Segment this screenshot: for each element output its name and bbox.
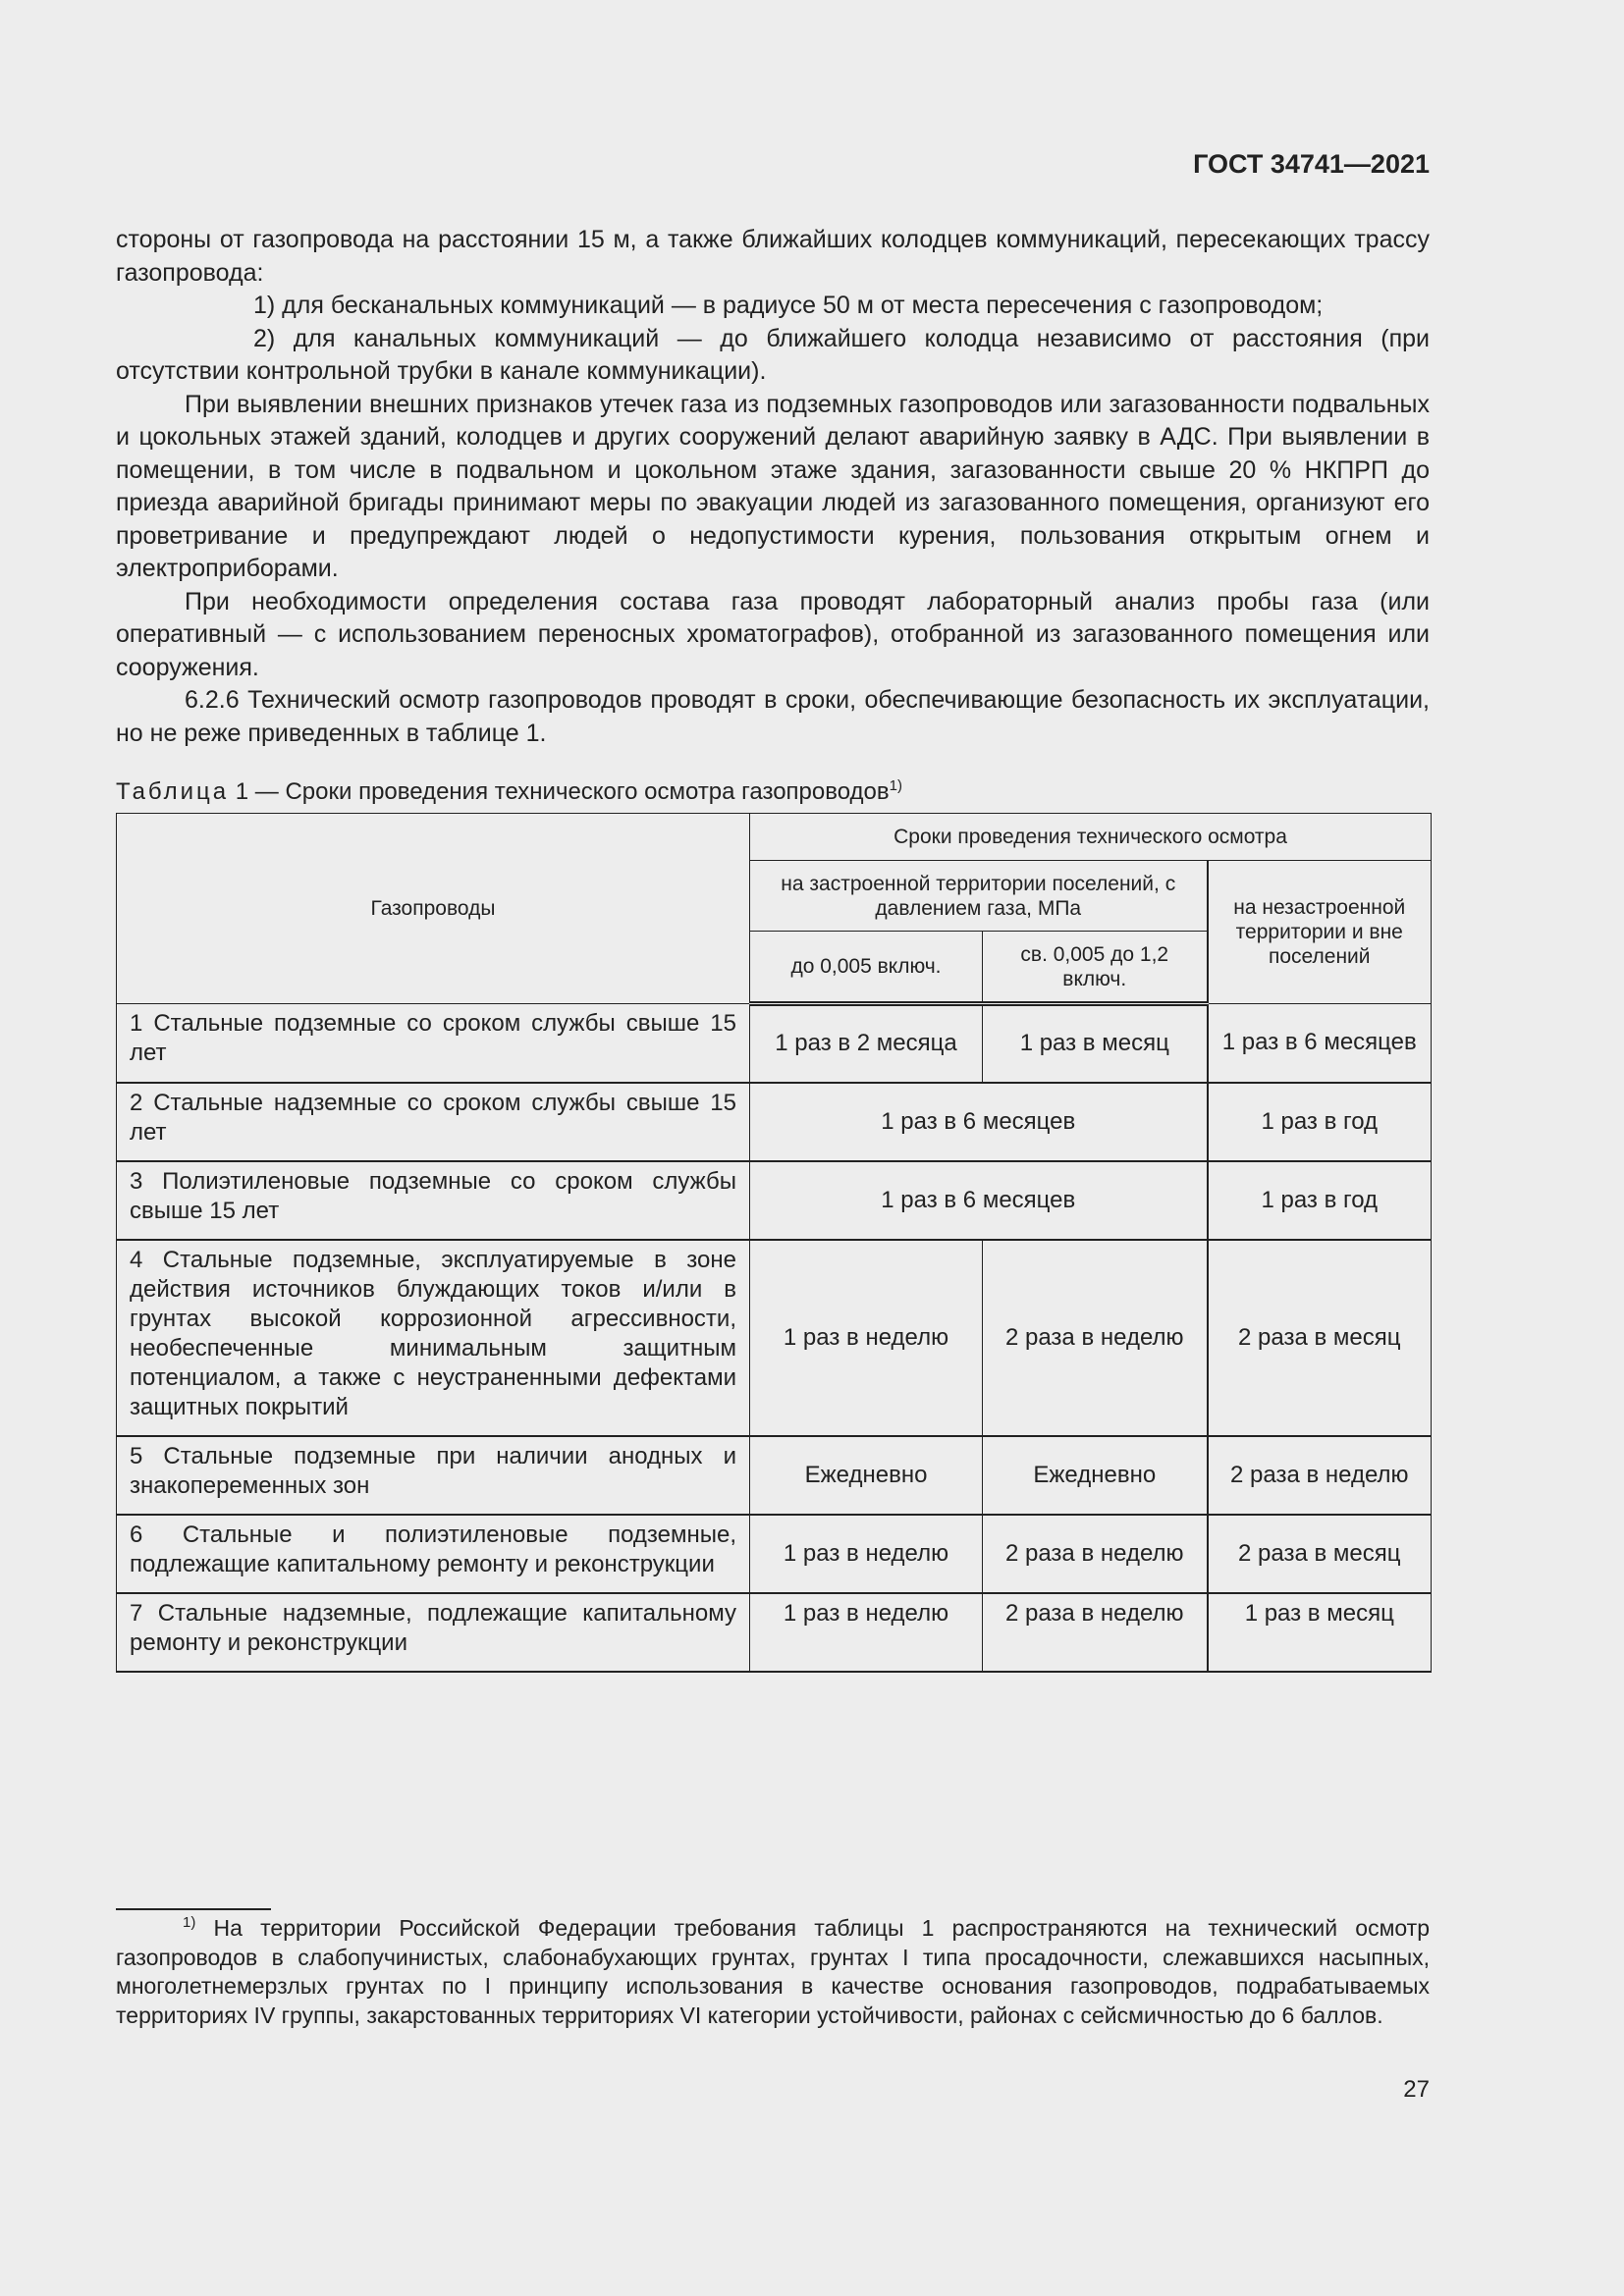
table-row: [117, 1240, 1432, 1436]
header-pipelines: Газопроводы: [117, 814, 750, 1004]
cell-value: 1 раз в 2 месяца: [750, 1004, 983, 1083]
row-name: 3 Полиэтиленовые подземные со сроком службы свыше 15 лет: [117, 1161, 750, 1240]
cell-value: 2 раза в неделю: [1208, 1436, 1432, 1515]
table-row: [117, 1593, 1432, 1672]
row-name: 6 Стальные и полиэтиленовые подземные, подлежащие капитальному ремонту и реконструкции: [117, 1515, 750, 1593]
list-item: 1) для бесканальных коммуникаций — в радиусе 50 м от места пересечения с газопроводом;: [253, 292, 1324, 319]
cell-value: 1 раз в 6 месяцев: [750, 1161, 1208, 1240]
footnote-divider: [116, 1908, 271, 1910]
list-item: 2) для канальных коммуникаций — до ближайшего колодца независимо от расстояния (при отсутствии контрольной трубки в канале коммуникации).: [116, 324, 1430, 385]
cell-value: 1 раз в неделю: [750, 1593, 983, 1672]
document-code: ГОСТ 34741—2021: [1193, 149, 1430, 179]
cell-value: 2 раза в месяц: [1208, 1515, 1432, 1593]
row-name: 2 Стальные надземные со сроком службы свыше 15 лет: [117, 1083, 750, 1161]
row-name: 7 Стальные надземные, подлежащие капитальному ремонту и реконструкции: [117, 1593, 750, 1672]
table-row: [117, 1515, 1432, 1593]
cell-value: 1 раз в год: [1208, 1083, 1432, 1161]
row-name: 1 Стальные подземные со сроком службы свыше 15 лет: [117, 1004, 750, 1083]
page-number: 27: [1403, 2076, 1430, 2103]
cell-value: 1 раз в 6 месяцев: [750, 1083, 1208, 1161]
paragraph: стороны от газопровода на расстоянии 15 м, а также ближайших колодцев коммуникаций, пересекающих трассу газопровода:: [116, 226, 1430, 287]
footnote-text: На территории Российской Федерации требования таблицы 1 распространяются на технический осмотр газопроводов в слабопучинистых, слабонабухающих грунтах, грунтах I типа просадочности, слежавшихся насыпных, многолетнемерзлых грунтах по I принципу использования в качестве основания газопроводов, подрабатываемых территориях IV группы, закарстованных территориях VI категории устойчивости, районах с сейсмичностью до 6 баллов.: [116, 1915, 1430, 2028]
paragraph: 6.2.6 Технический осмотр газопроводов проводят в сроки, обеспечивающие безопасность их эксплуатации, но не реже приведенных в таблице 1.: [116, 686, 1430, 747]
table-row: [117, 1083, 1432, 1161]
cell-value: 1 раз в месяц: [983, 1004, 1208, 1083]
row-name: 5 Стальные подземные при наличии анодных и знакопеременных зон: [117, 1436, 750, 1515]
cell-value: 1 раз в неделю: [750, 1515, 983, 1593]
header-pressure-low: до 0,005 включ.: [750, 932, 983, 1004]
table-caption-footnote-ref: 1): [889, 777, 902, 794]
table-caption-label: Таблица: [116, 778, 230, 805]
cell-value: 2 раза в месяц: [1208, 1240, 1432, 1436]
cell-value: Ежедневно: [983, 1436, 1208, 1515]
cell-value: 1 раз в месяц: [1208, 1593, 1432, 1672]
body-text: [116, 224, 1430, 809]
header-inspection-terms: Сроки проведения технического осмотра: [750, 814, 1432, 861]
table-row: [117, 1004, 1432, 1083]
table-row: [117, 1161, 1432, 1240]
cell-value: 2 раза в неделю: [983, 1515, 1208, 1593]
cell-value: 1 раз в 6 месяцев: [1208, 1004, 1432, 1083]
cell-value: Ежедневно: [750, 1436, 983, 1515]
cell-value: 1 раз в год: [1208, 1161, 1432, 1240]
table-row: [117, 1436, 1432, 1515]
cell-value: 1 раз в неделю: [750, 1240, 983, 1436]
footnote-marker: 1): [183, 1914, 196, 1931]
header-undeveloped-territory: на незастроенной территории и вне поселений: [1208, 861, 1432, 1004]
paragraph: При выявлении внешних признаков утечек газа из подземных газопроводов или загазованности подвальных и цокольных этажей зданий, колодцев и других сооружений делают аварийную заявку в АДС. При выявлении в помещении, в том числе в подвальном и цокольном этаже здания, загазованности свыше 20 % НКПРП до приезда аварийной бригады принимают меры по эвакуации людей из загазованного помещения, организуют его проветривание и предупреждают людей о недопустимости курения, пользования открытым огнем и электроприборами.: [116, 390, 1430, 582]
row-name: 4 Стальные подземные, эксплуатируемые в зоне действия источников блуждающих токов и/или в грунтах высокой коррозионной агрессивности, необеспеченные минимальным защитным потенциалом, а также с неустраненными дефектами защитных покрытий: [117, 1240, 750, 1436]
footnote: [116, 1914, 1430, 2030]
header-pressure-high: св. 0,005 до 1,2 включ.: [983, 932, 1208, 1004]
inspection-schedule-table: [116, 813, 1432, 1673]
cell-value: 2 раза в неделю: [983, 1240, 1208, 1436]
cell-value: 2 раза в неделю: [983, 1593, 1208, 1672]
paragraph: При необходимости определения состава газа проводят лабораторный анализ пробы газа (или оперативный — с использованием переносных хроматографов), отобранной из загазованного помещения или сооружения.: [116, 587, 1430, 681]
table-caption: [116, 775, 1430, 809]
header-built-up-territory: на застроенной территории поселений, с давлением газа, МПа: [750, 861, 1208, 932]
table-caption-text: 1 — Сроки проведения технического осмотра газопроводов: [235, 778, 890, 805]
